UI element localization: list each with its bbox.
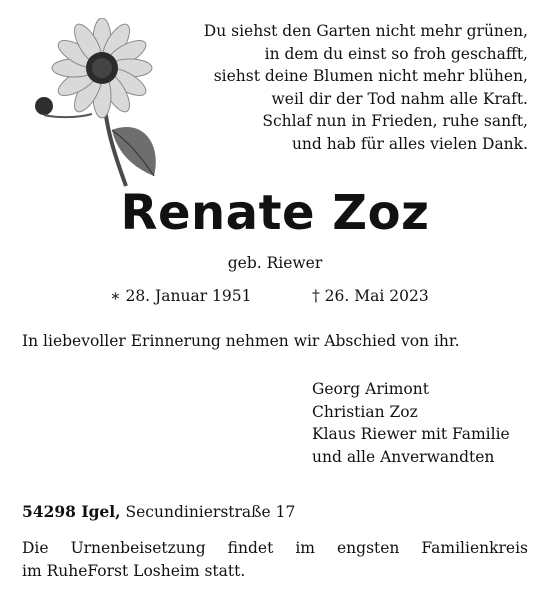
- ceremony-line: Die Urnenbeisetzung findet im engsten Familienkreis: [22, 539, 528, 557]
- mourner-name: Georg Arimont: [312, 380, 429, 398]
- poem: [168, 20, 528, 155]
- ceremony-info: [22, 537, 528, 582]
- poem-line: in dem du einst so froh geschafft,: [264, 44, 528, 63]
- poem-line: Du siehst den Garten nicht mehr grünen,: [203, 22, 528, 40]
- birth-date: ∗ 28. Januar 1951: [110, 287, 252, 305]
- poem-line: Schlaf nun in Frieden, ruhe sanft,: [262, 112, 528, 130]
- poem-line: weil dir der Tod nahm alle Kraft.: [271, 89, 528, 108]
- farewell-text: In liebevoller Erinnerung nehmen wir Abschied von ihr.: [22, 332, 460, 350]
- poem-line: und hab für alles vielen Dank.: [291, 134, 528, 153]
- sunflower-icon: [22, 18, 172, 188]
- address: [22, 502, 295, 521]
- birth-name: geb. Riewer: [227, 254, 323, 272]
- address-street: Secundinierstraße 17: [125, 503, 296, 521]
- poem-line: siehst deine Blumen nicht mehr blühen,: [213, 67, 528, 85]
- address-city: 54298 Igel,: [22, 502, 121, 521]
- ceremony-line: im RuheForst Losheim statt.: [22, 561, 246, 580]
- mourner-name: Klaus Riewer mit Familie: [312, 425, 510, 443]
- mourner-name: und alle Anverwandten: [312, 447, 495, 466]
- mourner-name: Christian Zoz: [312, 402, 418, 421]
- mourners-list: [312, 378, 510, 468]
- deceased-name: Renate Zoz: [120, 185, 430, 241]
- death-date: † 26. Mai 2023: [312, 287, 429, 305]
